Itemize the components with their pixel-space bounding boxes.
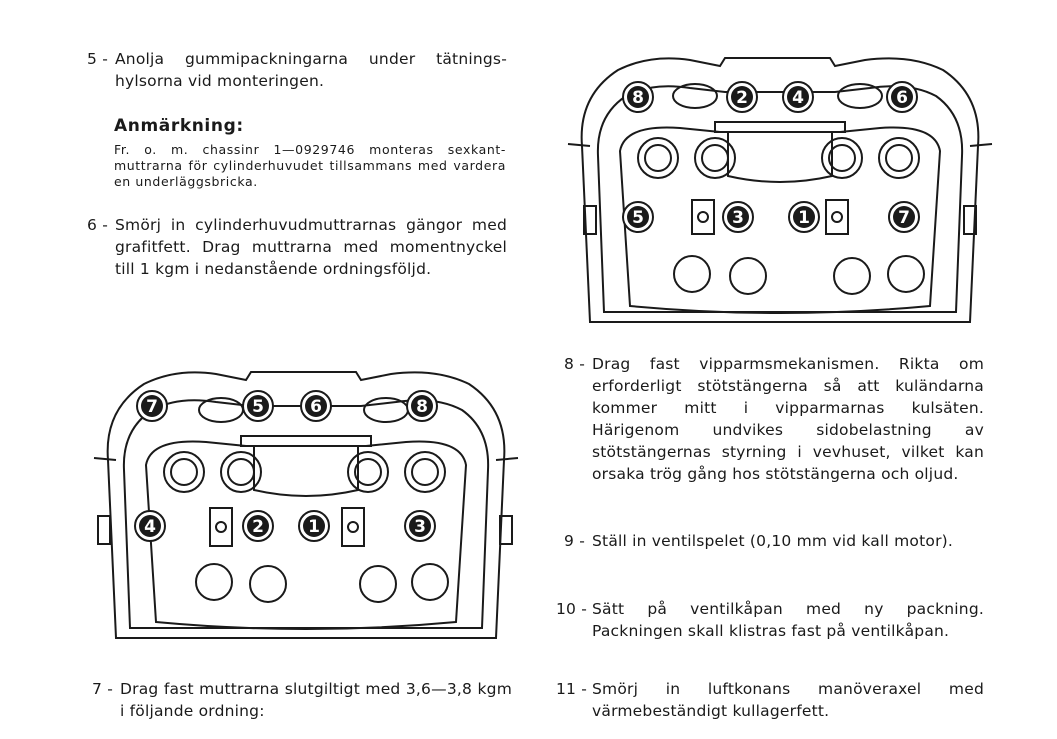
note-text: Fr. o. m. chassinr 1—0929746 monteras sexkant-muttrarna för cylinderhuvudet tillsammans med vardera en underläggsbricka. xyxy=(114,142,506,189)
step-7 xyxy=(92,678,512,722)
nut-bottom-4 xyxy=(889,202,919,232)
nut-top-2 xyxy=(727,82,757,112)
nut-bottom-3-label: 1 xyxy=(308,517,320,537)
step-8-number: 8 - xyxy=(564,355,585,373)
nut-top-4 xyxy=(407,391,437,421)
cylinder-head-svg-initial xyxy=(560,36,1000,332)
nut-bottom-1-label: 5 xyxy=(632,208,644,228)
step-6-number: 6 - xyxy=(87,216,108,234)
nut-top-3 xyxy=(783,82,813,112)
step-11-number: 11 - xyxy=(556,680,588,698)
step-8-text: Drag fast vipparmsmekanismen. Rikta om erforderligt stötstängerna så att kuländarna kommer mitt i vipparmarnas kulsäten. Härigenom undvikes sidobelastning av stötstängernas styrning i vevhuset, vilket kan orsaka trög gång hos stötstängerna och oljud. xyxy=(592,355,984,483)
cylinder-head-diagram-initial xyxy=(560,36,1000,332)
step-9 xyxy=(564,530,992,552)
nut-top-1-label: 8 xyxy=(632,88,644,108)
step-10 xyxy=(556,598,984,642)
nut-bottom-2 xyxy=(723,202,753,232)
step-7-text: Drag fast muttrarna slutgiltigt med 3,6—3,8 kgm i följande ordning: xyxy=(120,680,512,720)
nut-top-1-label: 7 xyxy=(146,397,158,417)
nut-top-1 xyxy=(623,82,653,112)
step-8 xyxy=(564,353,984,485)
nut-bottom-3 xyxy=(789,202,819,232)
nut-bottom-1-label: 4 xyxy=(144,517,156,537)
cylinder-head-svg-final xyxy=(86,348,526,648)
nut-bottom-3-label: 1 xyxy=(798,208,810,228)
step-9-text: Ställ in ventilspelet (0,10 mm vid kall motor). xyxy=(592,532,954,550)
nut-top-4-label: 6 xyxy=(896,88,908,108)
step-9-number: 9 - xyxy=(564,532,585,550)
nut-bottom-4-label: 3 xyxy=(414,517,426,537)
nut-bottom-1 xyxy=(623,202,653,232)
step-10-text: Sätt på ventilkåpan med ny packning. Packningen skall klistras fast på ventilkåpan. xyxy=(592,600,984,640)
step-7-number: 7 - xyxy=(92,680,113,698)
nut-top-2 xyxy=(243,391,273,421)
nut-top-3-label: 4 xyxy=(792,88,804,108)
step-11-text: Smörj in luftkonans manöveraxel med värmebeständigt kullagerfett. xyxy=(592,680,984,720)
step-11 xyxy=(556,678,984,722)
nut-top-4-label: 8 xyxy=(416,397,428,417)
nut-bottom-4 xyxy=(405,511,435,541)
nut-top-3 xyxy=(301,391,331,421)
nut-top-2-label: 2 xyxy=(736,88,748,108)
nut-top-3-label: 6 xyxy=(310,397,322,417)
cylinder-head-diagram-final xyxy=(86,348,526,648)
nut-bottom-3 xyxy=(299,511,329,541)
nut-bottom-4-label: 7 xyxy=(898,208,910,228)
nut-top-2-label: 5 xyxy=(252,397,264,417)
nut-bottom-2-label: 3 xyxy=(732,208,744,228)
note-heading: Anmärkning: xyxy=(114,116,244,136)
nut-bottom-2-label: 2 xyxy=(252,517,264,537)
step-5-number: 5 - xyxy=(87,50,108,68)
nut-top-1 xyxy=(137,391,167,421)
step-6 xyxy=(87,214,507,280)
step-10-number: 10 - xyxy=(556,600,588,618)
nut-top-4 xyxy=(887,82,917,112)
step-6-text: Smörj in cylinderhuvudmuttrarnas gängor med grafitfett. Drag muttrarna med momentnyckel till 1 kgm i nedanstående ordningsföljd. xyxy=(115,216,507,278)
nut-bottom-1 xyxy=(135,511,165,541)
step-5-text: Anolja gummipackningarna under tätnings-hylsorna vid monteringen. xyxy=(115,50,507,90)
nut-bottom-2 xyxy=(243,511,273,541)
step-5 xyxy=(87,48,507,92)
